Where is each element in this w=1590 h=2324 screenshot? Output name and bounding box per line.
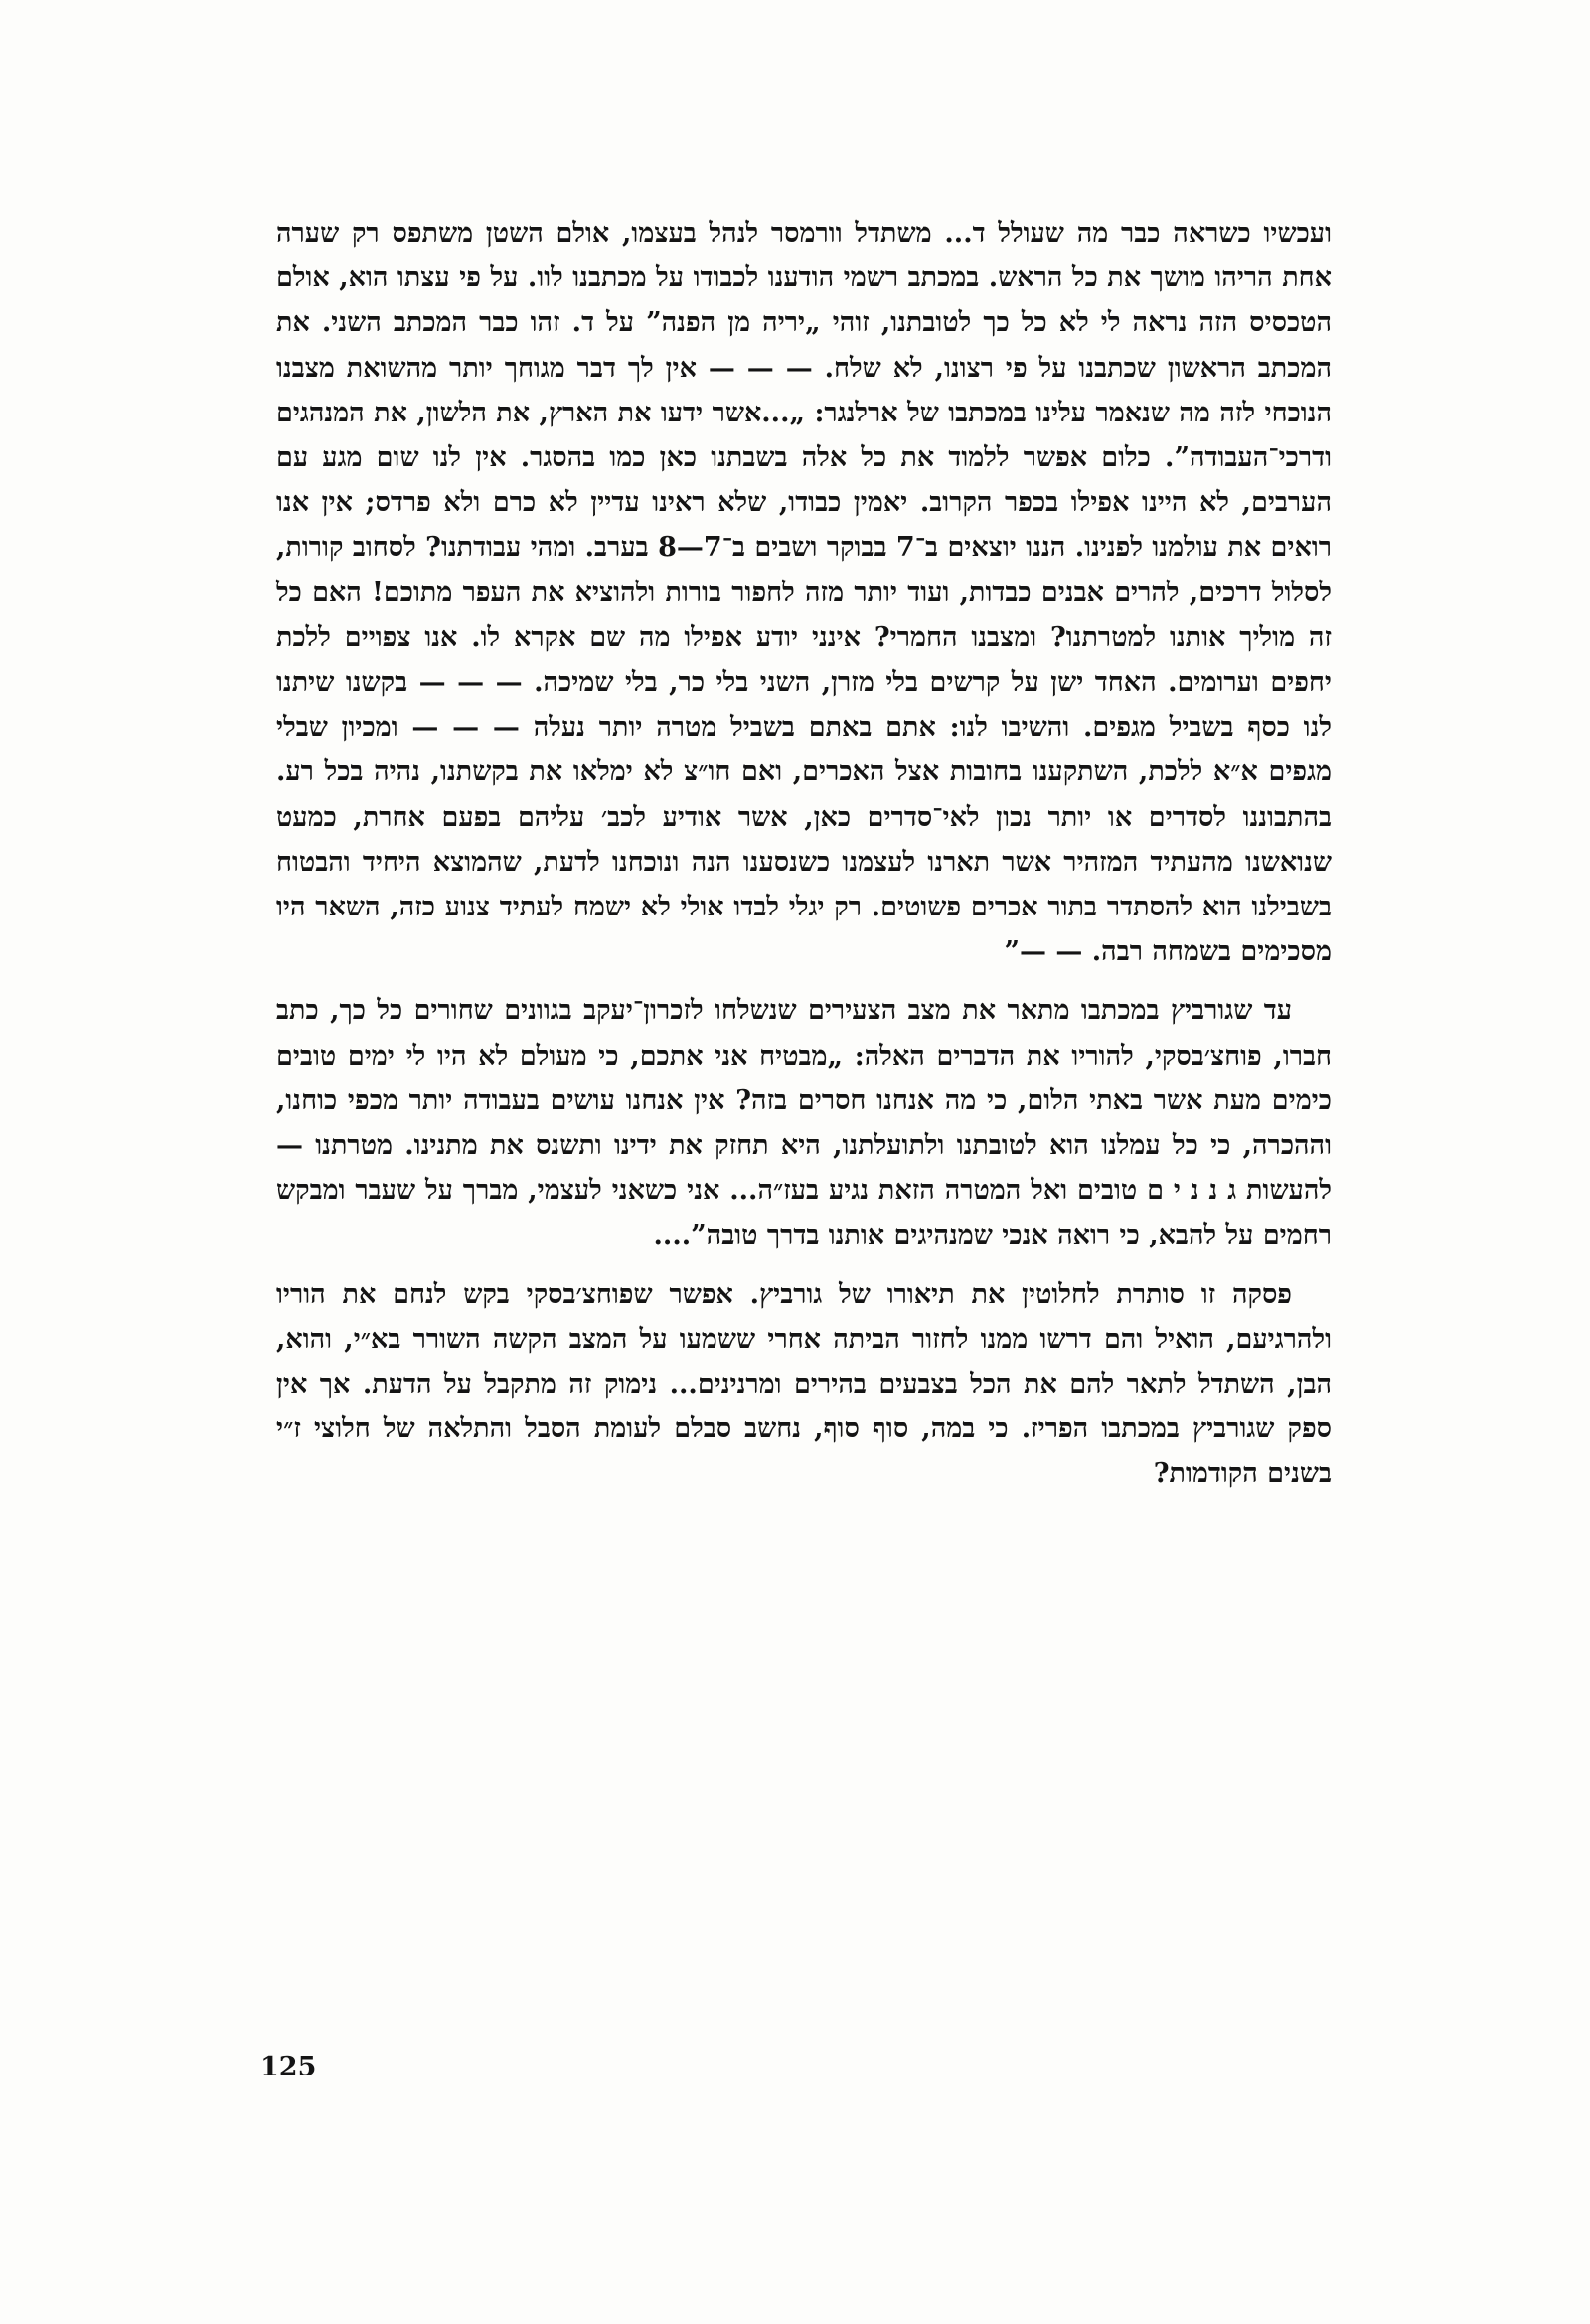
paragraph-gurevich-comparison: עד שגורביץ במכתבו מתאר את מצב הצעירים שנשלחו לזכרון־יעקב בגוונים שחורים כל כך, כתב חברו, פוחצ׳בסקי, להוריו את הדברים האלה: „מבטיח אני אתכם, כי מעולם לא היו לי ימים טובים כימים מעת אשר באתי הלום, כי מה אנחנו חסרים בזה? אין אנחנו עושים בעבודה יותר מכפי כוחנו, וההכרה, כי כל עמלנו הוא לטובתנו ולתועלתנו, היא תחזק את ידינו ותשנס את מתנינו. מטרתנו — להעשות ג נ נ י ם טובים ואל המטרה הזאת נגיע בעז״ה... אני כשאני לעצמי, מברך על שעבר ומבקש רחמים על להבא, כי רואה אנכי שמנהיגים אותנו בדרך טובה”.... (276, 995, 1332, 1251)
page-number: 125 (260, 2052, 317, 2082)
body-text (276, 211, 1332, 1497)
paragraph-contradiction: פסקה זו סותרת לחלוטין את תיאורו של גורביץ. אפשר שפוחצ׳בסקי בקש לנחם את הוריו ולהרגיעם, הואיל והם דרשו ממנו לחזור הביתה אחרי ששמעו על המצב הקשה השורר בא״י, והוא, הבן, השתדל לתאר להם את הכל בצבעים בהירים ומרנינים... נימוק זה מתקבל על הדעת. אך אין ספק שגורביץ במכתבו הפריז. כי במה, סוף סוף, נחשב סבלם לעומת הסבל והתלאה של חלוצי ז״י בשנים הקודמות? (276, 1278, 1332, 1490)
paragraph-letter-quote: ועכשיו כשראה כבר מה שעולל ד... משתדל וורמסר לנהל בעצמו, אולם השטן משתפס רק שערה אחת הריהו מושך את כל הראש. במכתב רשמי הודענו לכבודו על מכתבנו לוו. על פי עצתו הוא, אולם הטכסיס הזה נראה לי לא כל כך לטובתנו, זוהי „יריה מן הפנה” על ד. זהו כבר המכתב השני. את המכתב הראשון שכתבנו על פי רצונו, לא שלח. — — — אין לך דבר מגוחך יותר מהשואת מצבנו הנוכחי לזה מה שנאמר עלינו במכתבו של ארלנגר: „...אשר ידעו את הארץ, את הלשון, את המנהגים ודרכי־העבודה”. כלום אפשר ללמוד את כל אלה בשבתנו כאן כמו בהסגר. אין לנו שום מגע עם הערבים, לא היינו אפילו בכפר הקרוב. יאמין כבודו, שלא ראינו עדיין לא כרם ולא פרדס; אין אנו רואים את עולמנו לפנינו. הננו יוצאים ב־7 בבוקר ושבים ב־7—8 בערב. ומהי עבודתנו? לסחוב קורות, לסלול דרכים, להרים אבנים כבדות, ועוד יותר מזה לחפור בורות ולהוציא את העפר מתוכם! האם כל זה מוליך אותנו למטרתנו? ומצבנו החמרי? אינני יודע אפילו מה שם אקרא לו. אנו צפויים ללכת יחפים וערומים. האחד ישן על קרשים בלי מזרן, השני בלי כר, בלי שמיכה. — — — בקשנו שיתנו לנו כסף בשביל מגפים. והשיבו לנו: אתם באתם בשביל מטרה יותר נעלה — — — ומכיון שבלי מגפים א״א ללכת, השתקענו בחובות אצל האכרים, ואם חו״צ לא ימלאו את בקשתנו, נהיה בכל רע. בהתבוננו לסדרים או יותר נכון לאי־סדרים כאן, אשר אודיע לכב׳ עליהם בפעם אחרת, כמעט שנואשנו מהעתיד המזהיר אשר תארנו לעצמנו כשנסענו הנה ונוכחנו לדעת, שהמוצא היחיד והבטוח בשבילנו הוא להסתדר בתור אכרים פשוטים. רק יגלי לבדו אולי לא ישמח לעתיד צנוע כזה, השאר היו מסכימים בשמחה רבה. — —” (276, 218, 1332, 968)
